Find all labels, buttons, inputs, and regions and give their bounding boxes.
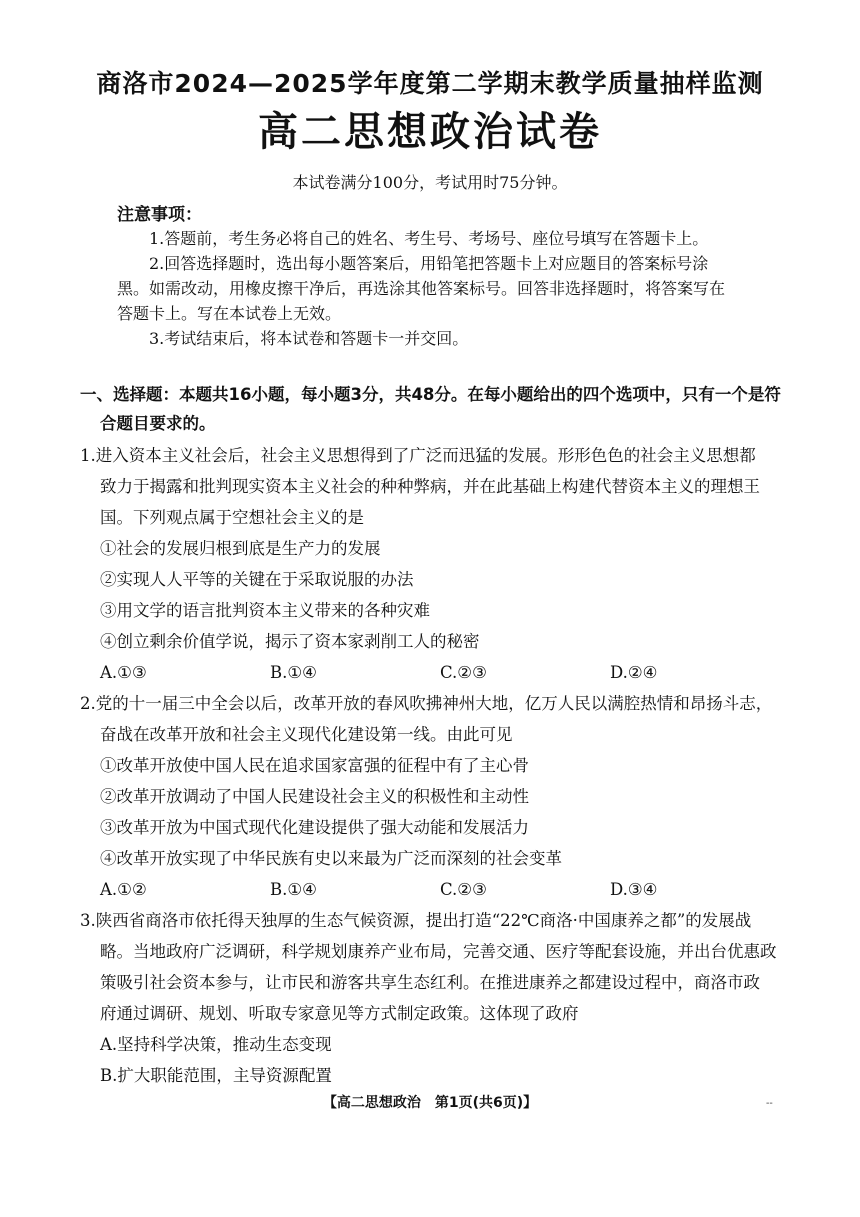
notice-item-2-line2: 黑。如需改动，用橡皮擦干净后，再选涂其他答案标号。回答非选择题时，将答案写在 [117, 279, 726, 298]
q1-choice-a: A.①③ [100, 663, 147, 682]
q3-stem-line2: 略。当地政府广泛调研，科学规划康养产业布局，完善交通、医疗等配套设施，并出台优惠政 [100, 942, 777, 961]
q1-stem-line2: 致力于揭露和批判现实资本主义社会的种种弊病，并在此基础上构建代替资本主义的理想王 [100, 477, 760, 496]
question-list [80, 440, 785, 1091]
notice-block [117, 226, 767, 351]
q1-statement-2: ②实现人人平等的关键在于采取说服的办法 [100, 570, 414, 589]
page-mark: -- [766, 1098, 773, 1109]
page-footer: 【高二思想政治 第1页(共6页)】 [322, 1095, 538, 1111]
notice-title: 注意事项： [117, 205, 202, 225]
notice-item-2-line1: 2.回答选择题时，选出每小题答案后，用铅笔把答题卡上对应题目的答案标号涂 [149, 254, 709, 273]
q1-choice-c: C.②③ [440, 663, 487, 682]
q2-choices [80, 874, 785, 905]
q1-statement-1: ①社会的发展归根到底是生产力的发展 [100, 539, 381, 558]
q2-stem-line1: 2.党的十一届三中全会以后，改革开放的春风吹拂神州大地，亿万人民以满腔热情和昂扬斗志， [80, 694, 773, 713]
q1-choice-d: D.②④ [610, 663, 658, 682]
exam-title: 高二思想政治试卷 [258, 109, 602, 155]
q2-choice-b: B.①④ [270, 880, 317, 899]
q2-statement-2: ②改革开放调动了中国人民建设社会主义的积极性和主动性 [100, 787, 529, 806]
notice-item-3: 3.考试结束后，将本试卷和答题卡一并交回。 [149, 329, 469, 348]
q1-stem-line1: 1.进入资本主义社会后，社会主义思想得到了广泛而迅猛的发展。形形色色的社会主义思想都 [80, 446, 756, 465]
q3-stem-line4: 府通过调研、规划、听取专家意见等方式制定政策。这体现了政府 [100, 1004, 579, 1023]
q2-statement-4: ④改革开放实现了中华民族有史以来最为广泛而深刻的社会变革 [100, 849, 562, 868]
q1-choice-b: B.①④ [270, 663, 317, 682]
q3-choice-b: B.扩大职能范围，主导资源配置 [100, 1066, 332, 1085]
q2-stem-line2: 奋战在改革开放和社会主义现代化建设第一线。由此可见 [100, 725, 513, 744]
q3-stem-line1: 3.陕西省商洛市依托得天独厚的生态气候资源，提出打造“22℃商洛·中国康养之都”的发展战 [80, 911, 752, 930]
exam-meta: 本试卷满分100分，考试用时75分钟。 [292, 173, 568, 192]
section-heading-line1: 一、选择题：本题共16小题，每小题3分，共48分。在每小题给出的四个选项中，只有一个是符 [80, 385, 781, 404]
section-heading-line2: 合题目要求的。 [100, 414, 216, 433]
q1-choices [80, 657, 785, 688]
q2-statement-3: ③改革开放为中国式现代化建设提供了强大动能和发展活力 [100, 818, 529, 837]
notice-item-1: 1.答题前，考生务必将自己的姓名、考生号、考场号、座位号填写在答题卡上。 [149, 229, 709, 248]
q1-statement-3: ③用文学的语言批判资本主义带来的各种灾难 [100, 601, 430, 620]
q2-choice-a: A.①② [100, 880, 147, 899]
q2-statement-1: ①改革开放使中国人民在追求国家富强的征程中有了主心骨 [100, 756, 529, 775]
q3-choice-a: A.坚持科学决策，推动生态变现 [100, 1035, 332, 1054]
notice-item-2-line3: 答题卡上。写在本试卷上无效。 [117, 304, 342, 323]
q2-choice-d: D.③④ [610, 880, 658, 899]
q1-statement-4: ④创立剩余价值学说，揭示了资本家剥削工人的秘密 [100, 632, 480, 651]
q1-stem-line3: 国。下列观点属于空想社会主义的是 [100, 508, 364, 527]
exam-title-line1: 商洛市2024—2025学年度第二学期末教学质量抽样监测 [96, 69, 764, 98]
q2-choice-c: C.②③ [440, 880, 487, 899]
section-heading [80, 380, 785, 438]
q3-stem-line3: 策吸引社会资本参与，让市民和游客共享生态红利。在推进康养之都建设过程中，商洛市政 [100, 973, 760, 992]
